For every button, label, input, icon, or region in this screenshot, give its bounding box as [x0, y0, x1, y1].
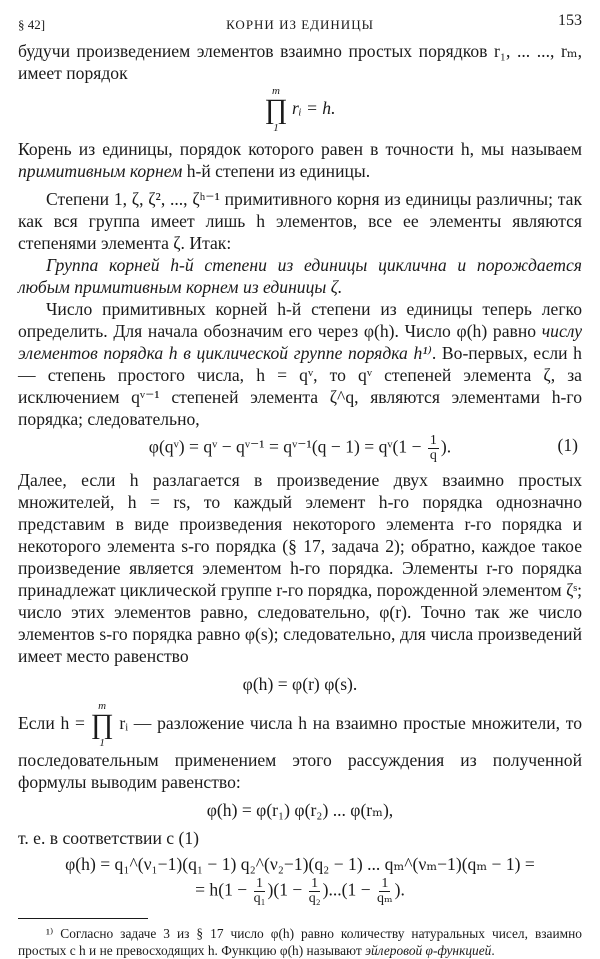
- formula-1-close: ).: [440, 436, 452, 457]
- paragraph-3: Степени 1, ζ, ζ², ..., ζʰ⁻¹ примитивного корня из единицы различны; так как вся группа имеет лишь h элементов, все ее элементы являются степенями элемента ζ. Итак:: [18, 189, 582, 253]
- fraction-1-over-qm: [377, 877, 393, 906]
- formula-phi-product: φ(h) = φ(r₁) φ(r₂) ... φ(rₘ),: [206, 800, 394, 820]
- paragraph-5: [18, 298, 582, 430]
- footnote-text-a: Согласно задаче 3 из § 17 число φ(h) равно количеству натуральных чисел, взаимно простых с h и не превосходящих h. Функцию φ(h) называют: [18, 926, 582, 958]
- fraction-1-over-q: [428, 434, 439, 463]
- formula-phi-multiplicative: φ(h) = φ(r) φ(s).: [242, 674, 358, 694]
- paren-close-3: ): [394, 879, 401, 900]
- paragraph-1: будучи произведением элементов взаимно простых порядков r₁, ... ..., rₘ, имеет порядок: [18, 41, 582, 83]
- section-marker: § 42]: [18, 17, 46, 32]
- inline-product-symbol: ∏: [90, 709, 114, 740]
- formula-end-period: .: [400, 879, 405, 900]
- theorem-statement: Группа корней h-й степени из единицы циклична и порождается любым примитивным корнем из единицы ζ.: [18, 255, 582, 297]
- paragraph-2-a: Корень из единицы, порядок которого равен в точности h, мы называем: [18, 139, 582, 159]
- footnote-emph: эйлеровой φ-функцией: [365, 943, 492, 958]
- footnote-text-c: .: [491, 943, 495, 958]
- ellipsis: ...: [328, 879, 342, 900]
- running-head: [18, 10, 582, 40]
- frac3-den: qₘ: [377, 891, 393, 906]
- fraction-denominator: q: [429, 448, 437, 463]
- paren-close-1: ): [267, 879, 274, 900]
- product-lower-limit: 1: [273, 122, 279, 134]
- paren-open-3: (1 −: [341, 879, 376, 900]
- formula-1: [18, 434, 582, 463]
- fraction-1-over-q1: [254, 877, 266, 906]
- paragraph-2-emph: примитивным корнем: [18, 161, 183, 181]
- frac3-num: 1: [381, 876, 389, 891]
- paren-open-1: (1 −: [218, 879, 252, 900]
- paren-close-2: ): [322, 879, 329, 900]
- formula-product: [18, 86, 582, 134]
- product-operator: [265, 86, 288, 134]
- paren-open-2: (1 −: [273, 879, 307, 900]
- frac2-den: q₂: [308, 891, 321, 906]
- frac1-den: q₁: [253, 891, 266, 906]
- fraction-numerator: 1: [429, 433, 437, 448]
- paragraph-2-c: h-й степени из единицы.: [182, 161, 371, 181]
- inline-product-lower: 1: [99, 737, 105, 749]
- page-number: 153: [558, 12, 582, 29]
- footnote-marker: ¹⁾: [46, 926, 54, 941]
- paragraph-5-emph: числу элементов порядка h в циклической группе порядка h¹⁾: [18, 321, 582, 363]
- formula-1-body: φ(qᵛ) = qᵛ − qᵛ⁻¹ = qᵛ⁻¹(q − 1) = qᵛ: [148, 436, 393, 457]
- formula-h: = h: [195, 879, 219, 900]
- formula-ri: rᵢ: [291, 98, 302, 119]
- paragraph-5-c: . Во-первых, если h — степень простого числа, h = qᵛ, то qᵛ степеней элемента ζ, за исключением qᵛ⁻¹ степеней элемента ζ^q, являются элементами h-го порядка; следовательно,: [18, 343, 582, 429]
- inline-product-upper: m: [98, 700, 107, 712]
- product-upper-limit: m: [272, 85, 280, 97]
- frac2-num: 1: [311, 876, 319, 891]
- formula-phi-expanded-1: φ(h) = q₁^(ν₁−1)(q₁ − 1) q₂^(ν₂−1)(q₂ − 1) ... qₘ^(νₘ−1)(qₘ − 1) =: [65, 854, 535, 874]
- paragraph-7: [18, 701, 582, 793]
- chapter-title: КОРНИ ИЗ ЕДИНИЦЫ: [226, 17, 374, 32]
- paragraph-6: Далее, если h разлагается в произведение двух взаимно простых множителей, h = rs, то каждый элемент h-го порядка однозначно представим в виде произведения некоторого элемента r-го порядка и некоторого элемента s-го порядка (§ 17, задача 2); обратно, каждое такое произведение является элементом h-го порядка. Элементы r-го порядка принадлежат циклической группе r-го порядка, порожденной элементом ζˢ; число этих элементов равно, следовательно, φ(r). Точно так же число элементов s-го порядка равно φ(s); следовательно, для числа произведений имеет место равенство: [18, 470, 582, 666]
- paragraph-8: т. е. в соответствии с (1): [18, 828, 200, 848]
- fraction-1-over-q2: [309, 877, 321, 906]
- frac1-num: 1: [256, 876, 264, 891]
- footnote-divider: [18, 918, 148, 919]
- formula-1-open: (1 −: [392, 436, 426, 457]
- inline-product-operator: [91, 701, 114, 749]
- formula-phi-expanded-2: [18, 877, 582, 906]
- paragraph-2: [18, 138, 582, 182]
- product-symbol: ∏: [264, 94, 288, 125]
- equation-number: (1): [557, 435, 578, 455]
- paragraph-7-b: rᵢ — разложение числа h на взаимно простые множители, то последовательным применением этого рассуждения из полученной формулы выводим равенство:: [18, 713, 582, 792]
- paragraph-5-a: Число примитивных корней h-й степени из единицы теперь легко определить. Для начала обозначим его через φ(h). Число φ(h) равно: [18, 299, 582, 341]
- formula-product-rhs: = h.: [306, 98, 336, 119]
- paragraph-7-a: Если h =: [18, 713, 91, 734]
